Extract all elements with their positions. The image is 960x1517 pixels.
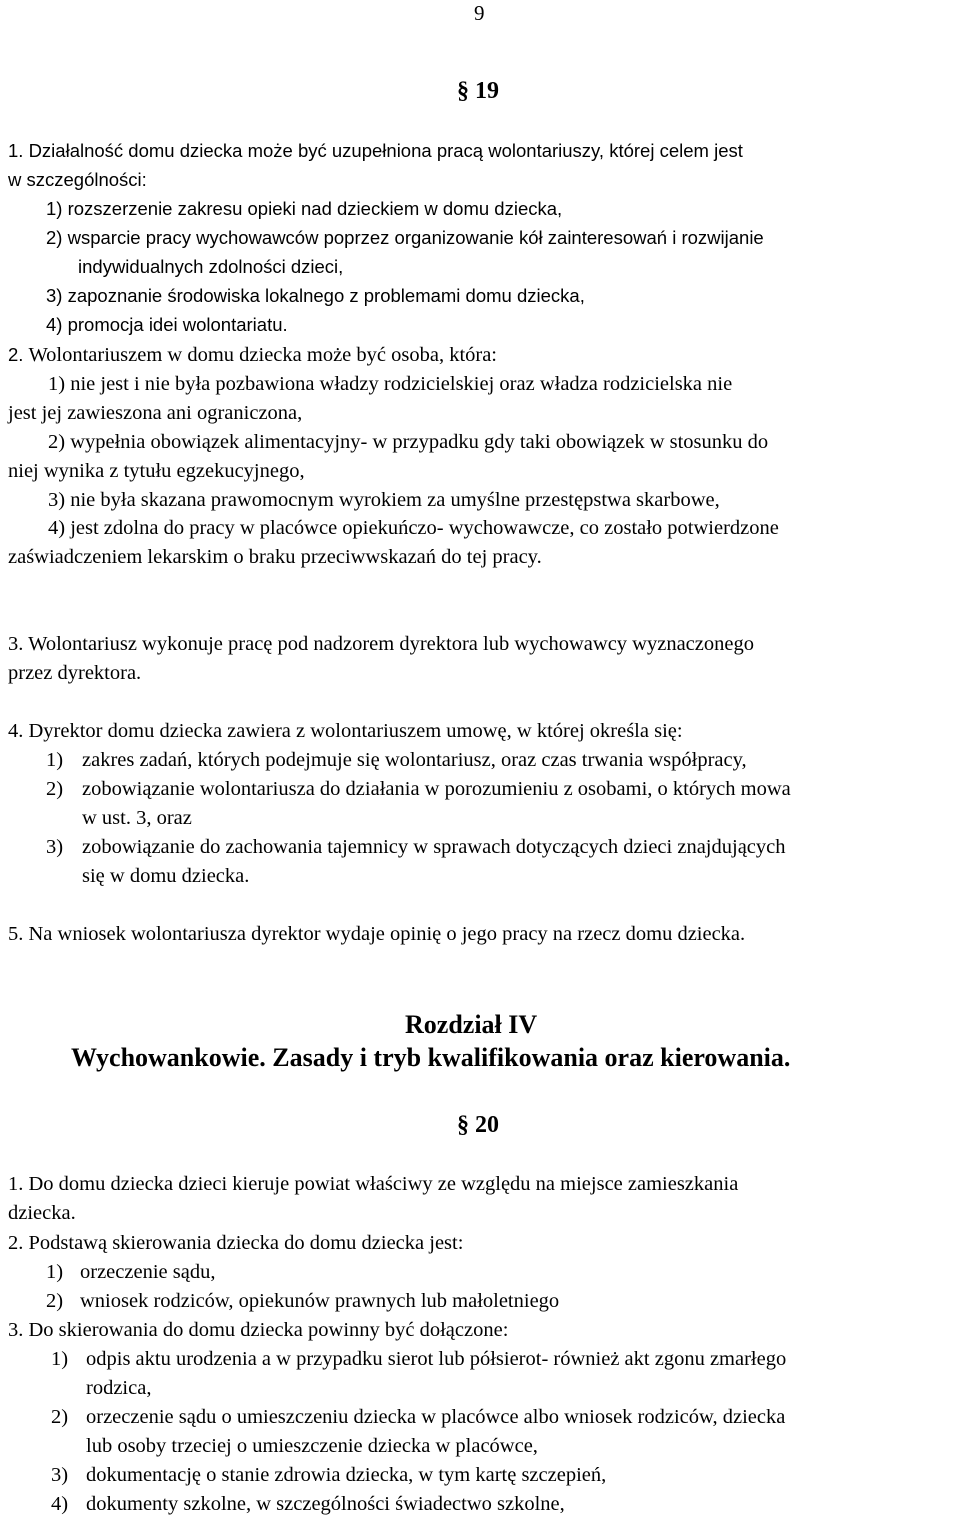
s20-p3-item-2-cont: lub osoby trzeciej o umieszczenie dziecka w placówce, — [86, 1435, 538, 1457]
s19-p1-item-2-cont: indywidualnych zdolności dzieci, — [78, 256, 344, 277]
s19-p2-line-5: 3) nie była skazana prawomocnym wyrokiem za umyślne przestępstwa skarbowe, — [48, 489, 720, 511]
s19-p2-line-6: 4) jest zdolna do pracy w placówce opiekuńczo- wychowawcze, co zostało potwierdzone — [48, 517, 779, 539]
s20-p3-item-4-num: 4) — [51, 1493, 69, 1515]
s20-p2-item-1-text: orzeczenie sądu, — [80, 1261, 216, 1283]
section-20-heading: § 20 — [457, 1112, 499, 1138]
s19-p4-item-2-text: zobowiązanie wolontariusza do działania w porozumieniu z osobami, o których mowa — [82, 778, 791, 800]
s20-p3-item-4-text: dokumenty szkolne, w szczególności świadectwo szkolne, — [86, 1493, 565, 1515]
page-number: 9 — [474, 1, 485, 25]
s19-p1-lead — [8, 142, 955, 161]
s20-p2-item-2-text: wniosek rodziców, opiekunów prawnych lub małoletniego — [80, 1290, 560, 1312]
s19-p1-item-3: 3) zapoznanie środowiska lokalnego z problemami domu dziecka, — [46, 285, 585, 306]
s19-p1-lead-text: 1. Działalność domu dziecka może być uzupełniona pracą wolontariuszy, której celem jest — [8, 140, 743, 161]
s20-p3-item-1-cont: rodzica, — [86, 1377, 152, 1399]
s19-p2-line-4: niej wynika z tytułu egzekucyjnego, — [8, 460, 305, 482]
s20-p2-item-2-num: 2) — [46, 1290, 64, 1312]
s20-p3-item-3-num: 3) — [51, 1464, 69, 1486]
s20-p3-item-2-num: 2) — [51, 1406, 69, 1428]
chapter-subtitle: Wychowankowie. Zasady i tryb kwalifikowania oraz kierowania. — [71, 1043, 791, 1072]
s20-p3-lead: 3. Do skierowania do domu dziecka powinny być dołączone: — [8, 1319, 509, 1341]
s19-p4-item-2-num: 2) — [46, 778, 64, 800]
s19-p1-cont: w szczególności: — [8, 169, 147, 190]
s20-p2-item-1-num: 1) — [46, 1261, 64, 1283]
s20-p2-lead: 2. Podstawą skierowania dziecka do domu dziecka jest: — [8, 1232, 464, 1254]
s19-p4-item-3-text: zobowiązanie do zachowania tajemnicy w sprawach dotyczących dzieci znajdujących — [82, 836, 786, 858]
s20-p3-item-1-num: 1) — [51, 1348, 69, 1370]
s19-p3-line-2: przez dyrektora. — [8, 662, 142, 684]
s20-p1-line-1: 1. Do domu dziecka dzieci kieruje powiat właściwy ze względu na miejsce zamieszkania — [8, 1173, 739, 1195]
s19-p2-lead — [8, 345, 497, 366]
chapter-title: Rozdział IV — [405, 1010, 538, 1039]
s19-p2-lead-text: Wolontariuszem w domu dziecka może być osoba, która: — [28, 344, 498, 366]
s19-p4-item-2-cont: w ust. 3, oraz — [82, 807, 192, 829]
s19-p4-lead: 4. Dyrektor domu dziecka zawiera z wolontariuszem umowę, w której określa się: — [8, 720, 683, 742]
s20-p3-item-3-text: dokumentację o stanie zdrowia dziecka, w tym kartę szczepień, — [86, 1464, 607, 1486]
s19-p1-item-4: 4) promocja idei wolontariatu. — [46, 314, 288, 335]
s19-p2-line-3: 2) wypełnia obowiązek alimentacyjny- w przypadku gdy taki obowiązek w stosunku do — [48, 431, 769, 453]
section-19-heading: § 19 — [457, 78, 499, 104]
s19-p4-item-1-num: 1) — [46, 749, 64, 771]
s19-p4-item-1-text: zakres zadań, których podejmuje się wolontariusz, oraz czas trwania współpracy, — [82, 749, 747, 771]
s19-p1-item-1: 1) rozszerzenie zakresu opieki nad dzieckiem w domu dziecka, — [46, 198, 563, 219]
s19-p2-line-2: jest jej zawieszona ani ograniczona, — [8, 402, 303, 424]
s19-p5: 5. Na wniosek wolontariusza dyrektor wydaje opinię o jego pracy na rzecz domu dziecka. — [8, 923, 746, 945]
s19-p4-item-3-cont: się w domu dziecka. — [82, 865, 250, 887]
s19-p3-line-1: 3. Wolontariusz wykonuje pracę pod nadzorem dyrektora lub wychowawcy wyznaczonego — [8, 633, 754, 655]
s19-p1-item-2: 2) wsparcie pracy wychowawców poprzez organizowanie kół zainteresowań i rozwijanie — [46, 227, 764, 248]
s20-p3-item-1-text: odpis aktu urodzenia a w przypadku sierot lub półsierot- również akt zgonu zmarłego — [86, 1348, 787, 1370]
s20-p1-line-2: dziecka. — [8, 1202, 76, 1224]
s19-p2-line-1: 1) nie jest i nie była pozbawiona władzy rodzicielskiej oraz władza rodzicielska nie — [48, 373, 733, 395]
s19-p2-num: 2. — [8, 344, 24, 365]
s19-p4-item-3-num: 3) — [46, 836, 64, 858]
s19-p2-line-7: zaświadczeniem lekarskim o braku przeciwwskazań do tej pracy. — [8, 546, 542, 568]
s20-p3-item-2-text: orzeczenie sądu o umieszczeniu dziecka w placówce albo wniosek rodziców, dziecka — [86, 1406, 786, 1428]
